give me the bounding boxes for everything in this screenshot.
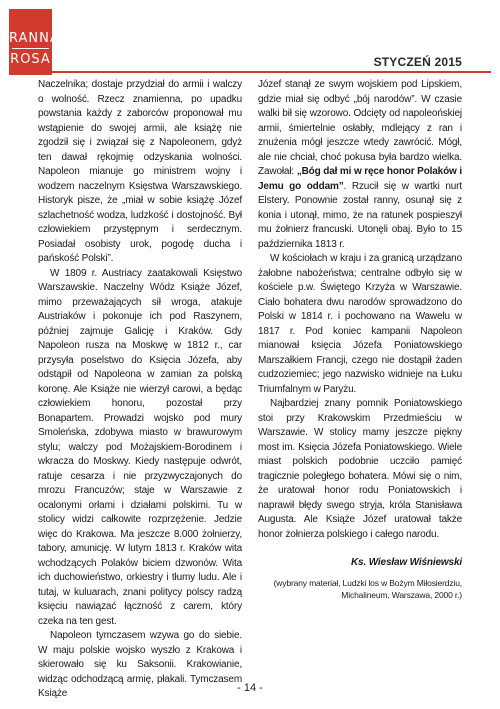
paragraph: W kościołach w kraju i za granicą urządzano żałobne nabożeństwa; centralne odbyło się w kościele p.w. Świętego Krzyża w Warszawie. Ciało bohatera dwu narodów sprowadzono do Polski w 1814 r. i pochowano na Wawelu w 1817 r. Pod koniec kampanii Napoleon mianował księcia Józefa Poniatowskiego Marszałkiem Francji, czego nie dostąpił żaden cudzoziemiec; jego nazwisko widnieje na Łuku Triumfalnym w Paryżu.	[258, 253, 462, 395]
header-rule	[9, 71, 491, 73]
bold-quote: „Bóg dał mi w ręce honor Polaków i Jemu go oddam”	[258, 166, 462, 192]
paragraph	[258, 78, 462, 252]
paragraph: Naczelnika; dostaje przydział do armii i walczy o wolność. Rzecz znamienna, po upadku powstania każdy z zaborców proponował mu wstąpienie do swojej armii, ale książę nie zgodził się i związał się z Napoleonem, gdyż ten dawał rękojmię odzyskania wolności. Napoleon mianuje go ministrem wojny i wodzem naczelnym Księstwa Warszawskiego. Historyk pisze, że „miał w sobie książę Józef szlachetność wodza, ludzkość i dostojność. Był człowiekiem przystępnym i serdecznym. Posiadał osobisty urok, pogodę ducha i pańskość Polski”.	[38, 79, 242, 264]
source-line: (wybrany materiał, Ludzki los w Bożym Miłosierdziu,	[273, 577, 462, 588]
author-signature: Ks. Wiesław Wiśniewski	[350, 557, 462, 568]
page-number: - 14 -	[237, 682, 263, 694]
source-note	[258, 577, 462, 601]
right-column	[258, 78, 462, 601]
paragraph: W 1809 r. Austriacy zaatakowali Księstwo Warszawskie. Naczelny Wódz Książe Józef, mimo przeważających sił wroga, atakuje Austriaków i pokonuje ich pod Raszynem, później zajmuje Galicję i Kraków. Gdy Napoleon rusza na Moskwę w 1812 r., car przysyła poselstwo do Księcia Józefa, aby odstąpił od Napoleona w zamian za polską koronę. Ale Książe nie wierzył carowi, a będąc człowiekiem honoru, pozostał przy Bonapartem. Prowadzi wojsko pod mury Smoleńska, zdobywa miasto w brawurowym stylu; walczy pod Możajskiem-Borodinem i wkracza do Moskwy. Kiedy następuje odwrót, ratuje cesarza i nie przyzwyczajonych do mrozu Francuzów; staje w Warszawie z ocalonymi orłami i działami polskimi. Tu w stolicy widzi całkowite rozprzężenie. Jedzie więc do Krakowa. Ma jeszcze 8.000 żołnierzy, tabory, amunicję. W lutym 1813 r. Kraków wita wchodzących Polaków biciem dzwonów. Wita ich duchowieństwo, orkiestry i tłumy ludu. Ale i tutaj, w kuluarach, znani politycy polscy radzą księciu nawiązać łączność z carem, który czeka na ten gest.	[38, 267, 242, 627]
paragraph-text: . Rzucił się w wartki nurt Elstery. Ponownie został ranny, osunął się z konia i utonął, mimo, że na ratunek pospieszył mu żołnierz francuski. Utonęli obaj. Było to 15 października 1813 r.	[258, 180, 462, 250]
issue-date: STYCZEŃ 2015	[373, 55, 462, 69]
logo-line-1: RANNA	[9, 31, 60, 46]
paragraph: Napoleon tymczasem wzywa go do siebie. W maju polskie wojsko wyszło z Krakowa i skierowało się ku Saksonii. Krakowianie, widząc odchodzącą armię, płakali. Tymczasem Książe	[38, 630, 242, 699]
magazine-logo	[9, 9, 60, 75]
source-line: Michalineum, Warszawa, 2000 r.)	[341, 589, 462, 600]
logo-divider	[12, 48, 49, 49]
left-column	[38, 78, 242, 702]
logo-line-2: ROSA	[10, 52, 51, 67]
paragraph-text: Józef stanął ze swym wojskiem pod Lipskiem, gdzie miał się odbyć „bój narodów”. W czasie walki bił się wzorowo. Odcięty od napoleońskiej armii, śmiertelnie osłabły, mdlejący z ran i znużenia mógł jeszcze wtedy zawrócić. Mógł, ale nie chciał, choć pokusa była bardzo wielka. Zawołał:	[258, 79, 462, 177]
paragraph: Najbardziej znany pomnik Poniatowskiego stoi przy Krakowskim Przedmieściu w Warszawie. W stolicy mamy jeszcze piękny most im. Księcia Józefa Poniatowskiego. Wiele miast polskich podobnie uczciło pamięć tragicznie poległego bohatera. Mówi się o nim, że uratował honor rodu Poniatowskich i naprawił błędy swego stryja, króla Stanisława Augusta. Ale Książe Józef uratował także honor żołnierza polskiego i całego narodu.	[258, 398, 462, 540]
